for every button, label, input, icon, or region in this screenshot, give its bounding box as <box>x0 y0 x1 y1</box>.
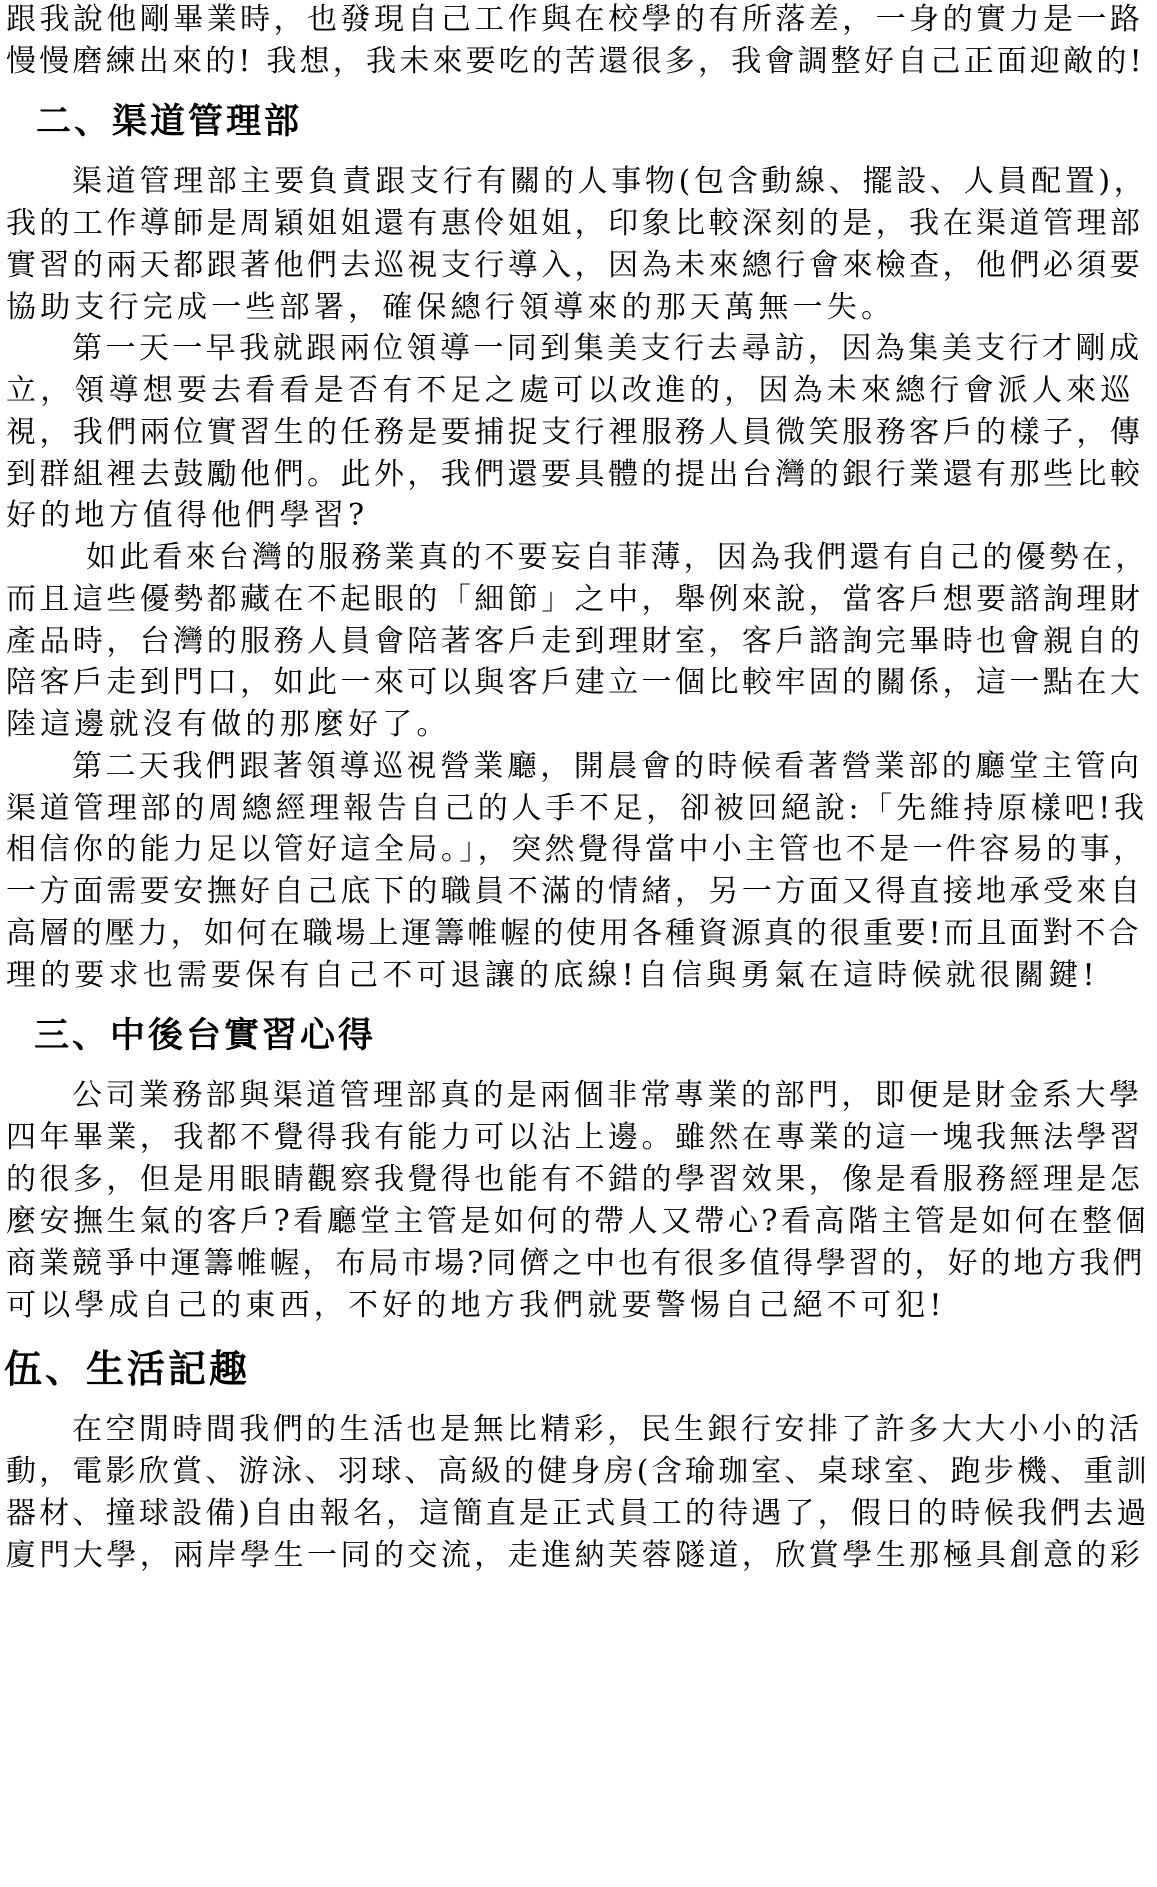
paragraph-line: 第二天我們跟著領導巡視營業廳，開晨會的時候看著營業部的廳堂主管向 <box>72 749 1143 784</box>
paragraph-line: 動，電影欣賞、游泳、羽球、高級的健身房(含瑜珈室、桌球室、跑步機、重訓 <box>6 1454 1150 1489</box>
paragraph-line: 第一天一早我就跟兩位領導一同到集美支行去尋訪，因為集美支行才剛成 <box>72 331 1143 366</box>
paragraph-line: 相信你的能力足以管好這全局。」，突然覺得當中小主管也不是一件容易的事， <box>6 832 1147 867</box>
paragraph-line: 商業競爭中運籌帷幄，布局市場?同儕之中也有很多值得學習的，好的地方我們 <box>6 1246 1146 1281</box>
paragraph-line: 立，領導想要去看看是否有不足之處可以改進的，因為未來總行會派人來巡 <box>6 373 1135 408</box>
paragraph-line: 實習的兩天都跟著他們去巡視支行導入，因為未來總行會來檢查，他們必須要 <box>6 248 1144 283</box>
paragraph-line: 高層的壓力，如何在職場上運籌帷幄的使用各種資源真的很重要!而且面對不合 <box>6 916 1142 951</box>
section-heading-back-office: 三、中後台實習心得 <box>34 1016 377 1056</box>
paragraph-line: 陪客戶走到門口，如此一來可以與客戶建立一個比較牢固的關係，這一點在大 <box>6 665 1144 700</box>
paragraph-line: 的很多，但是用眼睛觀察我覺得也能有不錯的學習效果，像是看服務經理是怎 <box>6 1162 1144 1197</box>
section-heading-life: 伍、生活記趣 <box>4 1347 251 1391</box>
paragraph-line: 好的地方值得他們學習? <box>6 498 369 533</box>
paragraph-line: 渠道管理部主要負責跟支行有關的人事物(包含動線、擺設、人員配置)， <box>72 164 1148 199</box>
paragraph-line: 視，我們兩位實習生的任務是要捕捉支行裡服務人員微笑服務客戶的樣子，傳 <box>6 415 1144 450</box>
paragraph-line: 理的要求也需要保有自己不可退讓的底線!自信與勇氣在這時候就很關鍵! <box>6 958 1099 993</box>
section-heading-channel-management: 二、渠道管理部 <box>36 102 303 142</box>
paragraph-line: 協助支行完成一些部署，確保總行領導來的那天萬無一失。 <box>6 290 896 325</box>
paragraph-line: 可以學成自己的東西，不好的地方我們就要警惕自己絕不可犯! <box>6 1288 946 1323</box>
paragraph-line: 器材、撞球設備)自由報名，這簡直是正式員工的待遇了，假日的時候我們去過 <box>6 1496 1150 1531</box>
paragraph-line: 如此看來台灣的服務業真的不要妄自菲薄，因為我們還有自己的優勢在， <box>86 540 1149 575</box>
paragraph-line: 陸這邊就沒有做的那麼好了。 <box>6 707 451 742</box>
paragraph-line: 渠道管理部的周總經理報告自己的人手不足，卻被回絕說:「先維持原樣吧!我 <box>6 791 1148 826</box>
paragraph-line: 四年畢業，我都不覺得我有能力可以沾上邊。雖然在專業的這一塊我無法學習 <box>6 1120 1144 1155</box>
paragraph-line: 麼安撫生氣的客戶?看廳堂主管是如何的帶人又帶心?看高階主管是如何在整個 <box>6 1204 1149 1239</box>
paragraph-line: 產品時，台灣的服務人員會陪著客戶走到理財室，客戶諮詢完畢時也會親自的 <box>6 624 1144 659</box>
paragraph-line: 我的工作導師是周穎姐姐還有惠伶姐姐，印象比較深刻的是，我在渠道管理部 <box>6 206 1144 241</box>
paragraph-line: 公司業務部與渠道管理部真的是兩個非常專業的部門，即便是財金系大學 <box>72 1078 1143 1113</box>
paragraph-line: 而且這些優勢都藏在不起眼的「細節」之中，舉例來說，當客戶想要諮詢理財 <box>6 582 1144 617</box>
intro-line-1: 跟我說他剛畢業時，也發現自己工作與在校學的有所落差，一身的實力是一路 <box>6 2 1144 37</box>
paragraph-line: 在空閒時間我們的生活也是無比精彩，民生銀行安排了許多大大小小的活 <box>72 1412 1143 1447</box>
paragraph-line: 廈門大學，兩岸學生一同的交流，走進納芙蓉隧道，欣賞學生那極具創意的彩 <box>6 1538 1144 1573</box>
intro-line-2: 慢慢磨練出來的! 我想，我未來要吃的苦還很多，我會調整好自己正面迎敵的! <box>6 44 1145 79</box>
paragraph-line: 到群組裡去鼓勵他們。此外，我們還要具體的提出台灣的銀行業還有那些比較 <box>6 457 1144 492</box>
paragraph-line: 一方面需要安撫好自己底下的職員不滿的情緒，另一方面又得直接地承受來自 <box>6 874 1144 909</box>
